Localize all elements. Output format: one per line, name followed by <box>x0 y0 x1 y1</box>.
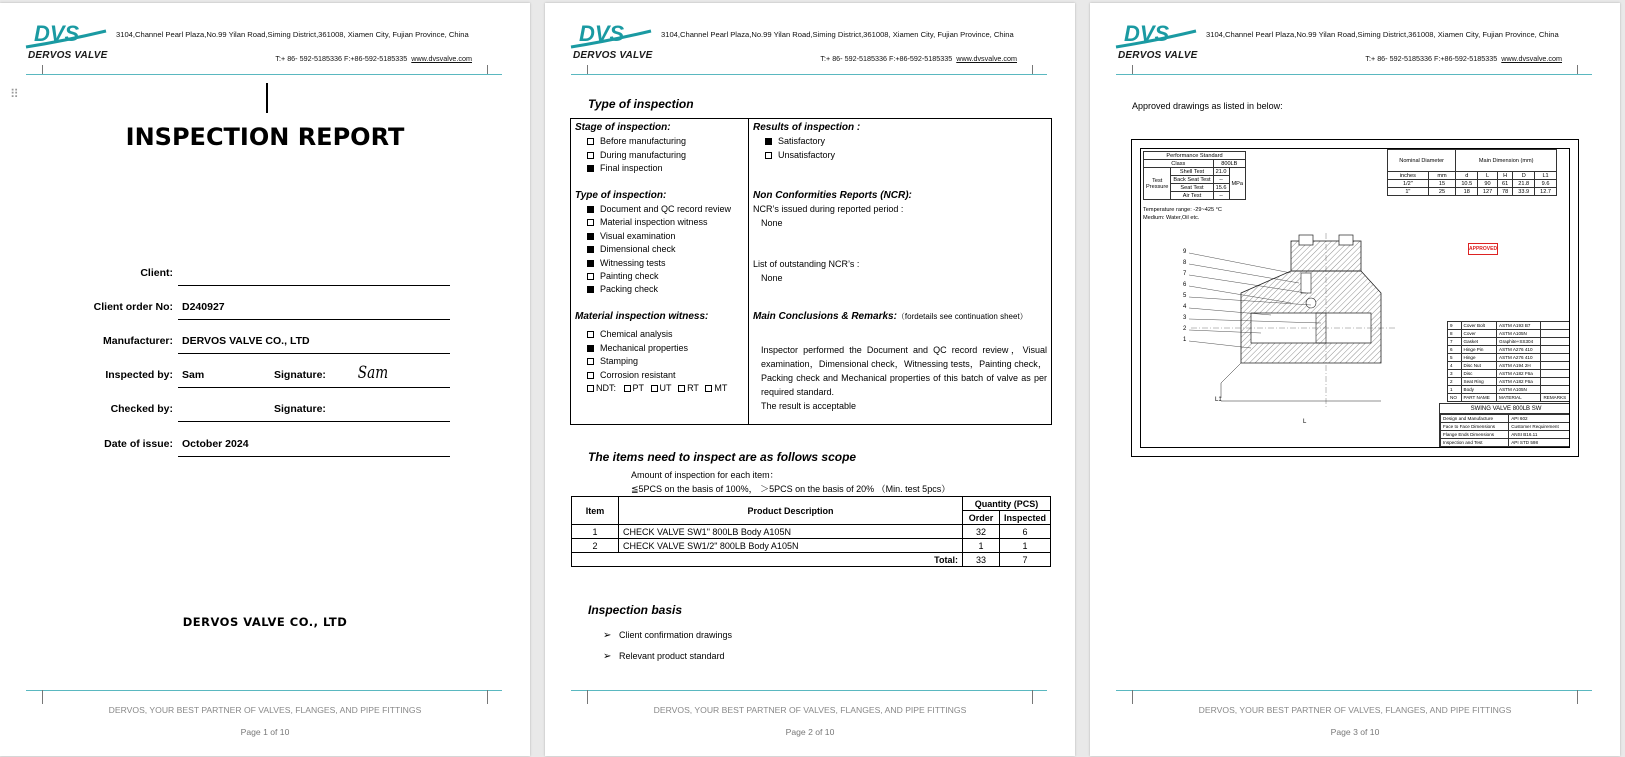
footer-slogan: DERVOS, YOUR BEST PARTNER OF VALVES, FLANGES, AND PIPE FITTINGS <box>1198 705 1512 715</box>
checked-box-icon[interactable] <box>587 246 594 253</box>
material-checkbox[interactable]: Chemical analysis <box>587 329 673 339</box>
callout-number: 3 <box>1183 315 1187 321</box>
checked-box-icon[interactable] <box>587 233 594 240</box>
callout-number: 7 <box>1183 271 1187 277</box>
ndt-checkbox-row[interactable]: NDT: PT UT RT MT <box>587 383 731 393</box>
callout-number: 2 <box>1183 326 1187 332</box>
inspection-box: Stage of inspection: Before manufacturing During manufacturing Final inspection Type of inspection: Document and QC record review Material inspection witness Visual examination Dimensional check Witnessing tests Painting check Packing check Material inspection witness: Chemical analysis Mechanical properties Stamping Corrosion resistant NDT: PT UT RT MT Results of inspection : Satisfactory Unsatisfactory Non Conformities Reports (NCR): NCR’s issued during reported period : None List of outstanding NCR’s : None Main Conclusions & Remarks:（fordetails see continuation sheet） Inspector performed the Document and QC record review，Visual examination，Dimensional check，Witnessing tests，Painting check，Packing check and Mechanical properties of this batch of valve as per required standard. The result is acceptable <box>570 118 1052 425</box>
performance-table: Performance Standard Class 800LB Test Pressure Shell Test 21.0 MPa Back Seat Test -- Seat Test 15.6 Air Test -- <box>1143 151 1246 200</box>
type-checkbox[interactable]: Document and QC record review <box>587 204 731 214</box>
company-name: DERVOS VALVE CO., LTD <box>182 615 348 629</box>
valve-section-drawing <box>1181 233 1401 413</box>
footer-slogan: DERVOS, YOUR BEST PARTNER OF VALVES, FLANGES, AND PIPE FITTINGS <box>108 705 422 715</box>
field-checked-by: Checked by: Signature: <box>60 401 455 421</box>
page-number: Page 1 of 10 <box>240 727 290 737</box>
parts-row: 4 Disc Nut ASTM A194 2H <box>1448 362 1571 370</box>
manufacturer-value[interactable]: DERVOS VALVE CO., LTD <box>182 335 310 347</box>
unchecked-box-icon[interactable] <box>587 358 594 365</box>
stage-checkbox[interactable]: During manufacturing <box>587 150 686 160</box>
conclusions-remarks: Inspector performed the Document and QC record review，Visual examination，Dimensional check，Witnessing tests，Painting check，Packing check and Mechanical properties of this batch of valve as per required standard. The result is acceptable <box>761 345 1047 411</box>
parts-row: 6 Hinge Pin ASTM A276 410 <box>1448 346 1571 354</box>
company-address: 3104,Channel Pearl Plaza,No.99 Yilan Road,Siming District,361008, Xiamen City, Fujian Province, China <box>1206 30 1559 39</box>
dvs-logo-icon <box>569 21 653 49</box>
parts-table: 9 Cover Bolt ASTM A193 B7 8 Cover ASTM A105N 7 Gasket Graphite+SS304 6 Hinge Pin ASTM A276 410 5 Hinge ASTM A276 410 4 Disc Nut ASTM A194 2H 3 Disc ASTM A182 F6a 2 Seat Ring ASTM A182 F6a 1 Body ASTM A105N NO PART NAME MATERIAL REMARKS <box>1447 321 1570 402</box>
conclusions-title: Main Conclusions & Remarks:（fordetails see continuation sheet） <box>753 311 1028 322</box>
checked-box-icon[interactable] <box>587 345 594 352</box>
date-value[interactable]: October 2024 <box>182 438 249 450</box>
field-client-order: Client order No: D240927 <box>60 299 455 319</box>
type-checkbox[interactable]: Packing check <box>587 284 658 294</box>
callout-number: 4 <box>1183 304 1187 310</box>
type-checkbox[interactable]: Visual examination <box>587 231 675 241</box>
stage-checkbox[interactable]: Before manufacturing <box>587 136 686 146</box>
checked-box-icon[interactable] <box>765 138 772 145</box>
dimension-table: Nominal Diameter Main Dimension (mm) inches mm d L H D L1 1/2" 15 10.5 90 61 21.8 9.6 1" 25 18 127 78 33.9 12.7 <box>1387 149 1557 196</box>
website-link[interactable]: www.dvsvalve.com <box>411 54 472 63</box>
field-inspected-by: Inspected by: Sam Signature: Sam <box>60 367 455 387</box>
unchecked-box-icon[interactable] <box>587 138 594 145</box>
title-block: SWING VALVE 800LB SW Design and Manufacture API 602 Face to Face Dimensions Customer Requirement Flange Ends Dimensions ANSI B16.11 Inspection and Test API STD 598 <box>1439 403 1570 448</box>
checked-box-icon[interactable] <box>587 286 594 293</box>
callout-number: 8 <box>1183 260 1187 266</box>
company-address: 3104,Channel Pearl Plaza,No.99 Yilan Road,Siming District,361008, Xiamen City, Fujian Province, China <box>116 30 469 39</box>
material-checkbox[interactable]: Mechanical properties <box>587 343 688 353</box>
field-client: Client: <box>60 265 455 285</box>
section-type-of-inspection: Type of inspection <box>588 97 694 111</box>
dvs-logo-icon <box>1114 21 1198 49</box>
field-date-of-issue: Date of issue: October 2024 <box>60 436 455 456</box>
header-rule <box>26 74 502 75</box>
parts-row: 1 Body ASTM A105N <box>1448 386 1571 394</box>
callout-number: 1 <box>1183 337 1187 343</box>
company-logo <box>569 21 653 61</box>
drag-handle-icon[interactable]: ⠿ <box>10 87 18 101</box>
page-1 <box>0 3 530 756</box>
website-link[interactable]: www.dvsvalve.com <box>1501 54 1562 63</box>
ncr-issued-value: None <box>761 218 783 228</box>
logo-subtitle: DERVOS VALVE <box>28 50 108 61</box>
ncr-outstanding-value: None <box>761 273 783 283</box>
type-checkbox[interactable]: Painting check <box>587 271 659 281</box>
parts-row: 3 Disc ASTM A182 F6a <box>1448 370 1571 378</box>
result-checkbox[interactable]: Unsatisfactory <box>765 150 835 160</box>
arrow-bullet-icon: ➢ <box>603 630 612 641</box>
stage-checkbox[interactable]: Final inspection <box>587 163 663 173</box>
checked-box-icon[interactable] <box>587 260 594 267</box>
arrow-bullet-icon: ➢ <box>603 651 612 662</box>
parts-row: 7 Gasket Graphite+SS304 <box>1448 338 1571 346</box>
footer-slogan: DERVOS, YOUR BEST PARTNER OF VALVES, FLANGES, AND PIPE FITTINGS <box>653 705 967 715</box>
logo-subtitle: DERVOS VALVE <box>573 50 653 61</box>
report-title: INSPECTION REPORT <box>125 123 405 151</box>
approved-drawing: Performance Standard Class 800LB Test Pressure Shell Test 21.0 MPa Back Seat Test -- Seat Test 15.6 Air Test -- Temperature range: -29~425 °C Medium: Water,Oil etc. Nominal Diameter Main Dimension (mm) inches mm d L H D L1 1/2" 15 10.5 90 61 21.8 9.6 1" 25 18 127 78 33.9 12.7 APPROVED 9 8 7 6 5 4 3 2 1 L1 L 9 Cover Bolt ASTM A193 B7 8 Cover ASTM A105N 7 Gasket Graphite+SS304 6 Hinge Pin ASTM A276 410 5 Hinge ASTM A276 410 4 Disc Nut ASTM A194 2H 3 Disc ASTM A182 F6a 2 Seat Ring ASTM A182 F6a 1 Body ASTM A105N NO PART NAME MATERIAL REMARKS SWING VALVE 800LB SW Design and Manufacture API 602 Face to Face Dimensions Customer Requirement Flange Ends Dimensions ANSI B16.11 Inspection and Test API STD 598 <box>1131 139 1579 457</box>
table-total-row: Total: 33 7 <box>572 553 1051 567</box>
table-row: 2 CHECK VALVE SW1/2" 800LB Body A105N 1 1 <box>572 539 1051 553</box>
type-checkbox[interactable]: Dimensional check <box>587 244 676 254</box>
approved-stamp: APPROVED <box>1468 243 1498 255</box>
type-checkbox[interactable]: Witnessing tests <box>587 258 666 268</box>
company-logo <box>24 21 108 61</box>
inspected-by-value[interactable]: Sam <box>182 369 205 381</box>
material-checkbox[interactable]: Stamping <box>587 356 638 366</box>
basis-item: ➢ Relevant product standard <box>603 651 725 662</box>
company-contact: T:+ 86- 592-5185336 F:+86-592-5185335 www.dvsvalve.com <box>820 54 1017 63</box>
callout-number: 5 <box>1183 293 1187 299</box>
unchecked-box-icon[interactable] <box>765 152 772 159</box>
unchecked-box-icon[interactable] <box>587 219 594 226</box>
logo-subtitle: DERVOS VALVE <box>1118 50 1198 61</box>
table-row: 1 CHECK VALVE SW1" 800LB Body A105N 32 6 <box>572 525 1051 539</box>
page-3 <box>1090 3 1620 756</box>
website-link[interactable]: www.dvsvalve.com <box>956 54 1017 63</box>
signature-image: Sam <box>357 363 389 383</box>
company-logo <box>1114 21 1198 61</box>
parts-row: 5 Hinge ASTM A276 410 <box>1448 354 1571 362</box>
page-2: DVS DERVOS VALVE 3104,Channel Pearl Plaza,No.99 Yilan Road,Siming District,361008, Xiamen City, Fujian Province, China T:+ 86- 592-5185336 F:+86-592-5185335 www.dvsvalve.com Type of inspection Stage of inspection: Before manufacturing During manufacturing Final inspection Type of inspection: Document and QC record review Material inspection witness Visual examination Dimensional check Witnessing tests Painting check Packing check Material inspection witness: Chemical analysis Mechanical properties Stamping Corrosion resistant NDT: PT UT RT MT Results of inspection : Satisfactory Unsatisfactory Non Conformities Reports (NCR): NCR’s issued during reported period : None List of outstanding NCR’s : None Main Conclusions & Remarks:（fordetails see continuation sheet） Inspector performed the Document and QC record review，Visual examination，Dimensional check，Witnessing tests，Painting check，Packing check and Mechanical properties of this batch of valve as per required standard. The result is acceptable The items need to inspect are as follows scope Amount of inspection for each item： ≦5PCS on the basis of 100%， ＞5PCS on the basis of 20% （Min. test 5pcs） Item Product Description Quantity (PCS) Order Inspected 1 CHECK VALVE SW1" 800LB Body A105N 32 6 2 CHECK VALVE SW1/2" 800LB Body A105N 1 1 Total: 33 7 Inspection basis ➢ Client confirmation drawings ➢ Relevant product standard DERVOS, YOUR BEST PARTNER OF VALVES, FLANGES, AND PIPE FITTINGS Page 2 of 10 <box>545 3 1075 756</box>
parts-row: 8 Cover ASTM A105N <box>1448 330 1571 338</box>
company-contact: T:+ 86- 592-5185336 F:+86-592-5185335 www.dvsvalve.com <box>1365 54 1562 63</box>
section-items-scope: The items need to inspect are as follows scope <box>588 450 857 464</box>
parts-row: 2 Seat Ring ASTM A182 F6a <box>1448 378 1571 386</box>
svg-text:DVS: DVS <box>579 21 625 46</box>
items-table: Item Product Description Quantity (PCS) Order Inspected 1 CHECK VALVE SW1" 800LB Body A105N 32 6 2 CHECK VALVE SW1/2" 800LB Body A105N 1 1 Total: 33 7 <box>571 496 1051 567</box>
page-number: Page 3 of 10 <box>1330 727 1380 737</box>
material-checkbox[interactable]: Corrosion resistant <box>587 370 676 380</box>
svg-text:DVS: DVS <box>34 21 80 46</box>
dvs-logo-icon <box>24 21 108 49</box>
section-inspection-basis: Inspection basis <box>588 603 683 617</box>
svg-text:DVS: DVS <box>1124 21 1170 46</box>
approved-drawings-text: Approved drawings as listed in below: <box>1132 101 1283 111</box>
client-order-value[interactable]: D240927 <box>182 301 225 313</box>
checked-box-icon[interactable] <box>587 165 594 172</box>
type-checkbox[interactable]: Material inspection witness <box>587 217 708 227</box>
result-checkbox[interactable]: Satisfactory <box>765 136 825 146</box>
parts-row: 9 Cover Bolt ASTM A193 B7 <box>1448 322 1571 330</box>
field-manufacturer: Manufacturer: DERVOS VALVE CO., LTD <box>60 333 455 353</box>
unchecked-box-icon[interactable] <box>587 331 594 338</box>
unchecked-box-icon[interactable] <box>587 372 594 379</box>
company-contact: T:+ 86- 592-5185336 F:+86-592-5185335 www.dvsvalve.com <box>275 54 472 63</box>
page-number: Page 2 of 10 <box>785 727 835 737</box>
callout-number: 9 <box>1183 249 1187 255</box>
unchecked-box-icon[interactable] <box>587 152 594 159</box>
text-cursor <box>266 83 268 113</box>
company-address: 3104,Channel Pearl Plaza,No.99 Yilan Road,Siming District,361008, Xiamen City, Fujian Province, China <box>661 30 1014 39</box>
callout-number: 6 <box>1183 282 1187 288</box>
checked-box-icon[interactable] <box>587 206 594 213</box>
basis-item: ➢ Client confirmation drawings <box>603 630 733 641</box>
unchecked-box-icon[interactable] <box>587 273 594 280</box>
